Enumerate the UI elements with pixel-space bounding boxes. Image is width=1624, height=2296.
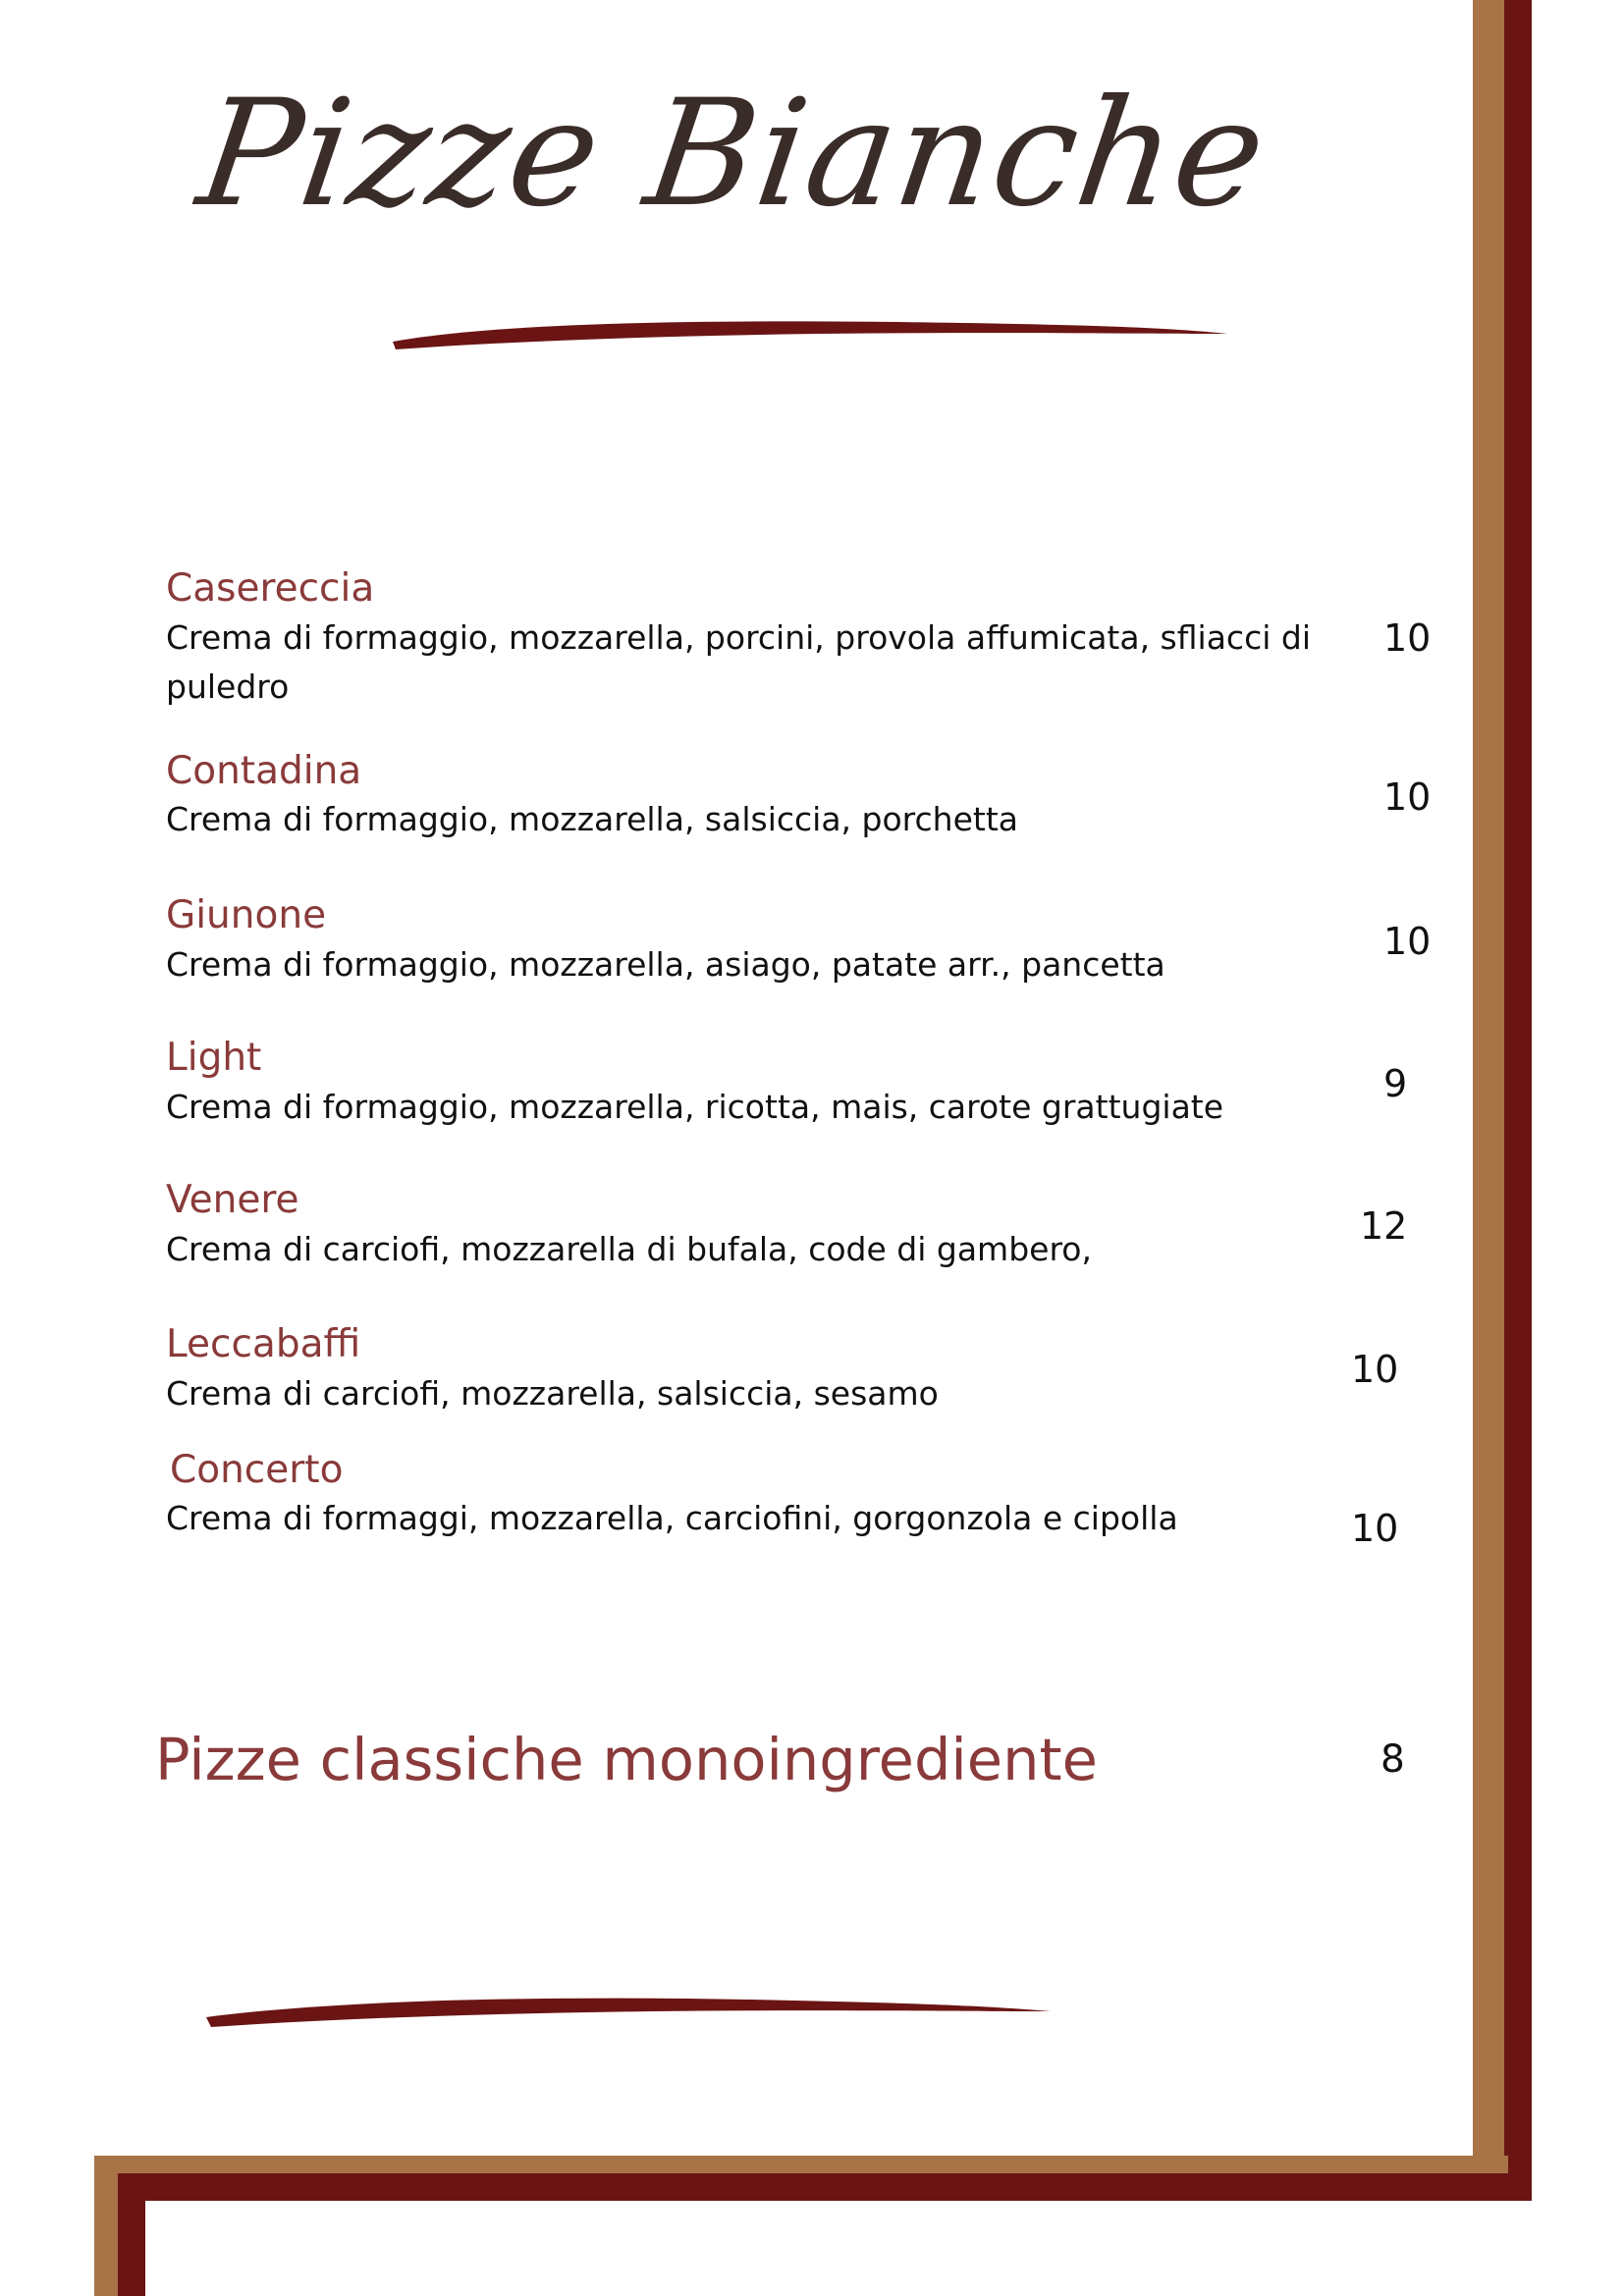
item-name: Giunone bbox=[166, 893, 327, 937]
item-name: Leccabaffi bbox=[166, 1322, 361, 1366]
item-description: Crema di formaggio, mozzarella, porcini, provola affumicata, sfliacci di puledro bbox=[166, 618, 1311, 706]
item-name: Concerto bbox=[170, 1448, 344, 1492]
frame-right-dark bbox=[1504, 0, 1532, 2174]
frame-left-dark bbox=[118, 2173, 145, 2296]
item-description: Crema di formaggi, mozzarella, carciofini, gorgonzola e cipolla bbox=[166, 1499, 1178, 1537]
section-title: Pizze classiche monoingrediente bbox=[155, 1726, 1098, 1793]
item-description: Crema di carciofi, mozzarella, salsiccia, sesamo bbox=[166, 1374, 939, 1413]
item-price: 10 bbox=[1351, 1507, 1399, 1550]
title-brush-stroke bbox=[388, 312, 1232, 353]
frame-bottom-dark bbox=[118, 2173, 1532, 2201]
section-price: 8 bbox=[1380, 1737, 1405, 1782]
frame-right-light bbox=[1473, 0, 1506, 2164]
item-price: 10 bbox=[1383, 616, 1432, 660]
page-title: Pizze Bianche bbox=[189, 69, 1277, 240]
item-price: 10 bbox=[1351, 1348, 1399, 1391]
item-price: 9 bbox=[1383, 1062, 1408, 1105]
item-name: Light bbox=[166, 1036, 262, 1080]
item-price: 10 bbox=[1383, 775, 1432, 819]
item-description: Crema di carciofi, mozzarella di bufala, code di gambero, bbox=[166, 1230, 1092, 1268]
item-price: 10 bbox=[1383, 920, 1432, 963]
item-name: Casereccia bbox=[166, 566, 375, 611]
item-name: Venere bbox=[166, 1178, 299, 1222]
bottom-brush-stroke bbox=[201, 1988, 1056, 2031]
item-description: Crema di formaggio, mozzarella, salsiccia, porchetta bbox=[166, 800, 1018, 838]
item-price: 12 bbox=[1360, 1204, 1408, 1248]
item-description: Crema di formaggio, mozzarella, asiago, patate arr., pancetta bbox=[166, 945, 1165, 984]
item-description: Crema di formaggio, mozzarella, ricotta, mais, carote grattugiate bbox=[166, 1088, 1224, 1126]
item-name: Contadina bbox=[166, 749, 362, 793]
